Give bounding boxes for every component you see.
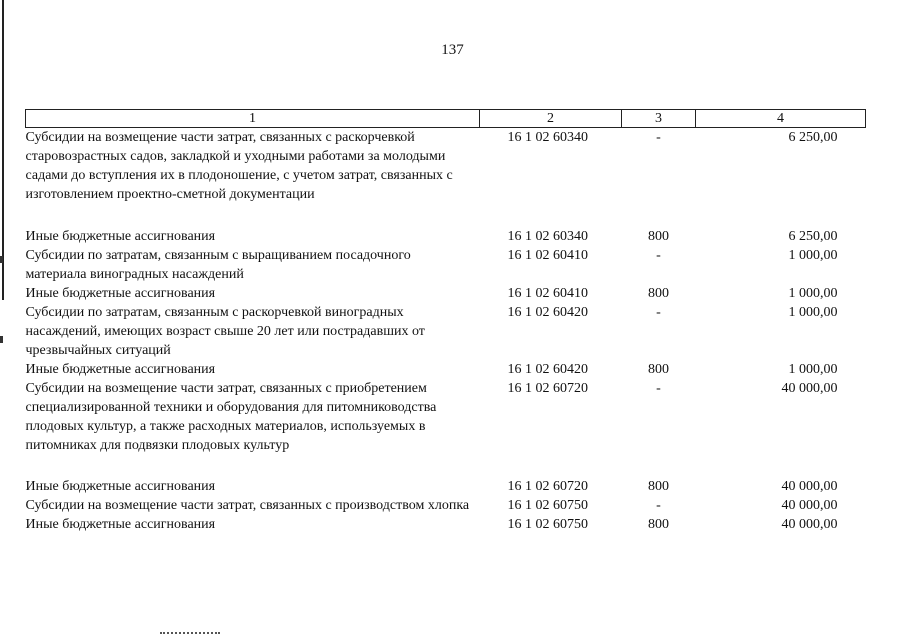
table-row xyxy=(26,128,866,227)
column-header: 1 xyxy=(26,110,480,128)
row-type: 800 xyxy=(648,228,669,244)
table-header-row xyxy=(26,110,866,128)
row-code: 16 1 02 60720 xyxy=(507,478,588,494)
row-name: Иные бюджетные ассигнования xyxy=(25,285,216,301)
left-margin-tick xyxy=(0,336,3,343)
row-amount: 6 250,00 xyxy=(788,130,838,145)
row-name: Иные бюджетные ассигнования xyxy=(25,361,216,377)
row-code: 16 1 02 60340 xyxy=(507,228,588,244)
table-row xyxy=(26,360,866,379)
row-name: Иные бюджетные ассигнования xyxy=(25,516,216,532)
table-row xyxy=(26,496,866,515)
row-name: Иные бюджетные ассигнования xyxy=(25,478,216,494)
row-code: 16 1 02 60420 xyxy=(507,304,588,320)
row-type: - xyxy=(656,497,661,513)
row-amount: 1 000,00 xyxy=(788,285,838,301)
row-amount: 40 000,00 xyxy=(781,516,838,532)
row-type: 800 xyxy=(648,285,669,301)
row-amount: 40 000,00 xyxy=(781,497,838,513)
row-type: 800 xyxy=(648,361,669,377)
row-amount: 40 000,00 xyxy=(781,478,838,494)
row-amount: 1 000,00 xyxy=(788,361,838,377)
row-name: Субсидии на возмещение части затрат, связанных с производством хлопка xyxy=(25,497,470,513)
column-header: 2 xyxy=(480,110,622,128)
row-name: Субсидии по затратам, связанным с выращиванием посадочного материала виноградных насаждений xyxy=(25,247,411,282)
row-type: - xyxy=(656,247,661,263)
table-row xyxy=(26,379,866,477)
row-code: 16 1 02 60720 xyxy=(507,380,588,396)
row-code: 16 1 02 60340 xyxy=(507,130,588,145)
row-code: 16 1 02 60410 xyxy=(507,247,588,263)
table-row xyxy=(26,246,866,284)
table-row xyxy=(26,515,866,534)
column-header: 3 xyxy=(622,110,696,128)
row-type: 800 xyxy=(648,478,669,494)
row-code: 16 1 02 60420 xyxy=(507,361,588,377)
table-row xyxy=(26,477,866,496)
left-margin-tick xyxy=(0,256,3,263)
row-type: 800 xyxy=(648,516,669,532)
row-amount: 40 000,00 xyxy=(781,380,838,396)
column-header: 4 xyxy=(696,110,866,128)
row-code: 16 1 02 60750 xyxy=(507,516,588,532)
table-row xyxy=(26,227,866,246)
row-amount: 1 000,00 xyxy=(788,304,838,320)
row-type: - xyxy=(656,380,661,396)
row-code: 16 1 02 60750 xyxy=(507,497,588,513)
row-code: 16 1 02 60410 xyxy=(507,285,588,301)
row-name: Иные бюджетные ассигнования xyxy=(25,228,216,244)
row-name: Субсидии по затратам, связанным с раскорчевкой виноградных насаждений, имеющих возраст свыше 20 лет или пострадавших от чрезвычайных ситуаций xyxy=(25,304,425,358)
row-amount: 1 000,00 xyxy=(788,247,838,263)
budget-table xyxy=(25,109,866,534)
bottom-mark xyxy=(160,632,220,637)
page-number: 137 xyxy=(441,42,464,58)
row-name: Субсидии на возмещение части затрат, связанных с раскорчевкой старовозрастных садов, закладкой и уходными работами за молодыми садами до вступления их в плодоношение, с учетом затрат, связанных с изготовлением проектно-сметной документации xyxy=(25,130,453,202)
table-row xyxy=(26,284,866,303)
row-type: - xyxy=(656,130,661,145)
row-amount: 6 250,00 xyxy=(788,228,838,244)
row-type: - xyxy=(656,304,661,320)
row-name: Субсидии на возмещение части затрат, связанных с приобретением специализированной техники и оборудования для питомниководства плодовых культур, а также расходных материалов, используемых в питомниках для подвязки плодовых культур xyxy=(25,380,437,453)
table-row xyxy=(26,303,866,360)
